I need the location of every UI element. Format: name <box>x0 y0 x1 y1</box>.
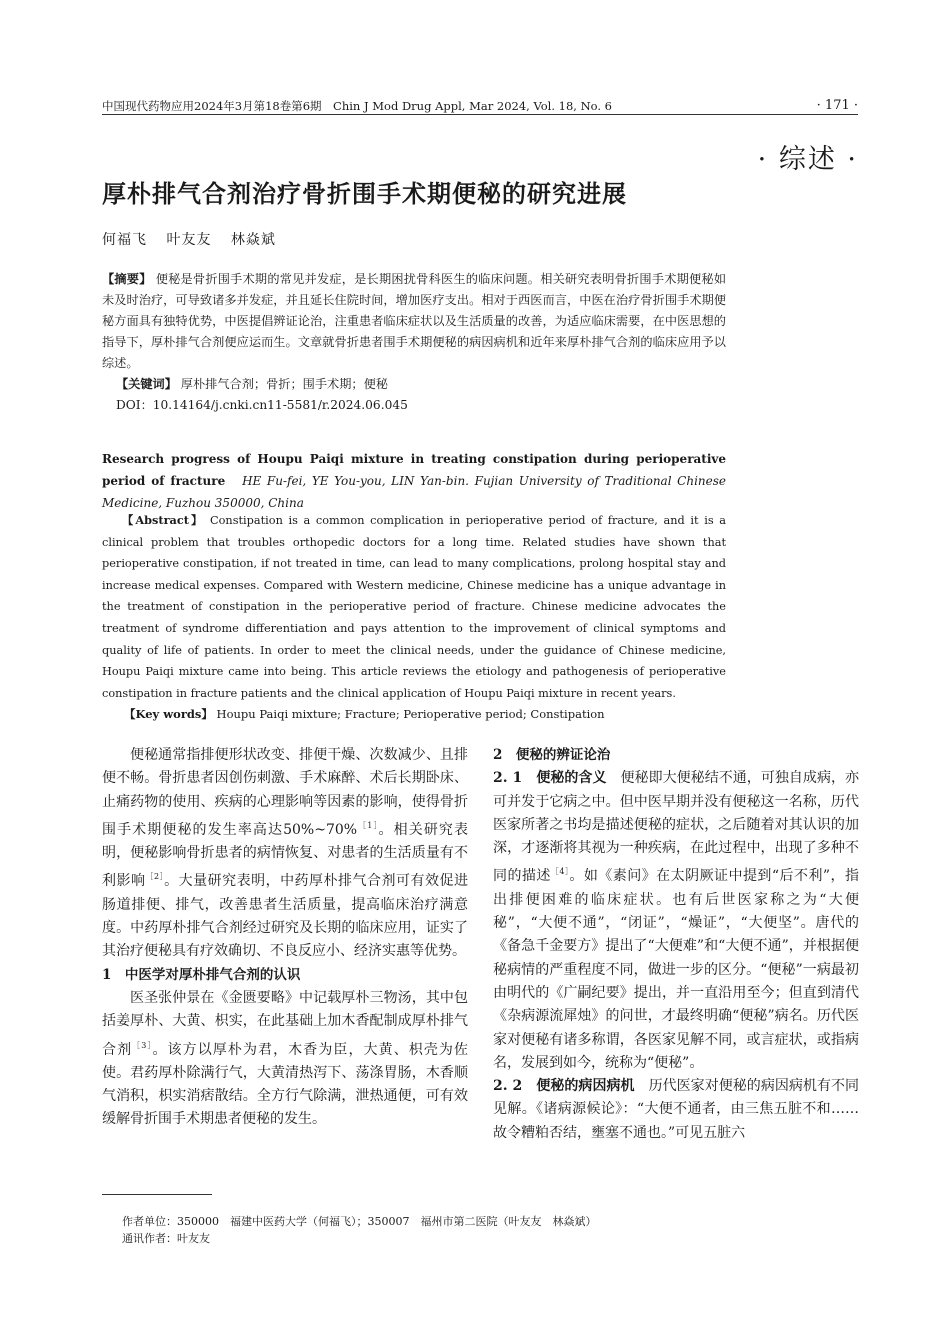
english-title-block <box>102 448 726 514</box>
intro-text-2: 。相关研究表明，便秘影响骨折患者的病情恢复、对患者的生活质量有不利影响 <box>102 821 469 890</box>
section-2-1-heading: 2. 1 便秘的含义 <box>493 770 607 787</box>
section-2-1-text-2: 。如《素问》在太阴厥证中提到“后不利”，指出排便困难的临床症状。也有后世医家称之为“大便秘”，“大便不通”，“闭证”，“燥证”，“大便坚”。唐代的《备急千金要方》提出了“大便难”和“大便不通”，并根据便秘病情的严重程度不同，做进一步的区分。“便秘”一病最初由明代的《广嗣纪要》提出，并一直沿用至今；但直到清代《杂病源流犀烛》的问世，才最终明确“便秘”病名。历代医家对便秘有诸多称谓，各医家见解不同，或言症状，或指病名，发展到如今，统称为“便秘”。 <box>493 868 860 1071</box>
abstract-text: 便秘是骨折围手术期的常见并发症，是长期困扰骨科医生的临床问题。相关研究表明骨折围手术期便秘如未及时治疗，可导致诸多并发症，并且延长住院时间，增加医疗支出。相对于西医而言，中医在治疗骨折围手术期便秘方面具有独特优势，中医提倡辨证论治，注重患者临床症状以及生活质量的改善，为适应临床需要，在中医思想的指导下，厚朴排气合剂便应运而生。文章就骨折患者围手术期便秘的病因病机和近年来厚朴排气合剂的临床应用予以综述。 <box>102 272 727 370</box>
author-units: 作者单位：350000 福建中医药大学（何福飞）；350007 福州市第二医院（叶友友 林焱斌） <box>122 1215 597 1228</box>
ref-2: ［2］ <box>145 872 165 882</box>
english-keywords-text: Houpu Paiqi mixture; Fracture; Perioperative period; Constipation <box>212 707 605 721</box>
section-2-1-text-1: 便秘即大便秘结不通，可独自成病，亦可并发于它病之中。但中医早期并没有便秘这一名称，历代医家所著之书均是描述便秘的症状，之后随着对其认识的加深，才逐渐将其视为一种疾病，在此过程中，出现了多种不同的描述 <box>493 770 860 885</box>
body-left-column <box>102 744 468 1132</box>
english-abstract-text: Constipation is a common complication in perioperative period of fracture, and it is a clinical problem that troubles orthopedic doctors for a long time. Related studies have shown that perioperative constipation, if not treated in time, can lead to many complications, prolong hospital stay and increase medical expenses. Compared with Western medicine, Chinese medicine has a unique advantage in the treatment of constipation in the perioperative period of fracture. Chinese medicine advocates the treatment of syndrome differentiation and pays attention to the improvement of clinical symptoms and quality of life of patients. In order to meet the clinical needs, under the guidance of Chinese medicine, Houpu Paiqi mixture came into being. This article reviews the etiology and pathogenesis of perioperative constipation in fracture patients and the clinical application of Houpu Paiqi mixture in recent years. <box>102 514 726 700</box>
running-header <box>102 98 858 115</box>
ref-4: ［4］ <box>550 867 570 877</box>
footnote <box>122 1213 596 1247</box>
doi: DOI：10.14164/j.cnki.cn11-5581/r.2024.06.045 <box>116 398 408 412</box>
authors: 何福飞 叶友友 林焱斌 <box>102 232 276 248</box>
journal-info: 中国现代药物应用2024年3月第18卷第6期 Chin J Mod Drug Appl, Mar 2024, Vol. 18, No. 6 <box>102 99 612 113</box>
english-keywords-label: 【Key words】 <box>124 707 213 721</box>
keywords-text: 厚朴排气合剂；骨折；围手术期；便秘 <box>176 377 388 391</box>
section-tag: · 综述 · <box>757 144 858 175</box>
english-keywords <box>124 706 744 722</box>
ref-3: ［3］ <box>132 1040 153 1050</box>
english-title: Research progress of Houpu Paiqi mixture in treating constipation during perioperative period of fracture <box>102 452 726 488</box>
english-authors: HE Fu-fei, YE You-you, LIN Yan-bin. Fujian University of Traditional Chinese Medicine, Fuzhou 350000, China <box>102 474 726 510</box>
chinese-abstract <box>102 269 726 416</box>
section-1-heading: 1 中医学对厚朴排气合剂的认识 <box>102 966 301 983</box>
section-1-paragraph <box>102 987 468 1132</box>
keywords-label: 【关键词】 <box>116 377 177 391</box>
section-2-2-text: 历代医家对便秘的病因病机有不同见解。《诸病源候论》：“大便不通者，由三焦五脏不和……故令糟粕否结，壅塞不通也。”可见五脏六 <box>493 1078 860 1141</box>
ref-1: ［1］ <box>357 820 379 830</box>
intro-text-1: 便秘通常指排便形状改变、排便干燥、次数减少、且排便不畅。骨折患者因创伤刺激、手术麻醉、术后长期卧床、止痛药物的使用、疾病的心理影响等因素的影响，使得骨折围手术期便秘的发生率高达50%~70% <box>102 747 468 838</box>
english-abstract-label: 【Abstract】 <box>122 513 205 527</box>
section-2-heading: 2 便秘的辨证论治 <box>493 747 611 763</box>
corresponding-author: 通讯作者：叶友友 <box>122 1232 210 1245</box>
body-right-column <box>493 744 859 1145</box>
section-2-2-paragraph <box>493 1075 859 1145</box>
section-2-2-heading: 2. 2 便秘的病因病机 <box>493 1078 635 1095</box>
section-1-text-2: 。该方以厚朴为君，木香为臣，大黄、枳壳为佐使。君药厚朴除满行气，大黄清热泻下、荡涤胃肠，木香顺气消积，枳实消痞散结。全方行气除满，泄热通便，可有效缓解骨折围手术期患者便秘的发生。 <box>102 1041 469 1128</box>
section-1-text-1: 医圣张仲景在《金匮要略》中记载厚朴三物汤，其中包括姜厚朴、大黄、枳实，在此基础上加木香配制成厚朴排气合剂 <box>102 989 468 1058</box>
abstract-label: 【摘要】 <box>102 272 152 286</box>
section-2-1-paragraph <box>493 767 859 1075</box>
english-abstract <box>102 510 726 704</box>
article-title: 厚朴排气合剂治疗骨折围手术期便秘的研究进展 <box>102 179 627 208</box>
footnote-rule <box>102 1194 212 1195</box>
intro-text-3: 。大量研究表明，中药厚朴排气合剂可有效促进肠道排便、排气，改善患者生活质量，提高临床治疗满意度。中药厚朴排气合剂经过研究及长期的临床应用，证实了其治疗便秘具有疗效确切、不良反应小、经济实惠等优势。 <box>102 873 469 960</box>
page-number: · 171 · <box>816 98 858 113</box>
keywords-line <box>102 374 726 395</box>
intro-paragraph <box>102 744 468 964</box>
